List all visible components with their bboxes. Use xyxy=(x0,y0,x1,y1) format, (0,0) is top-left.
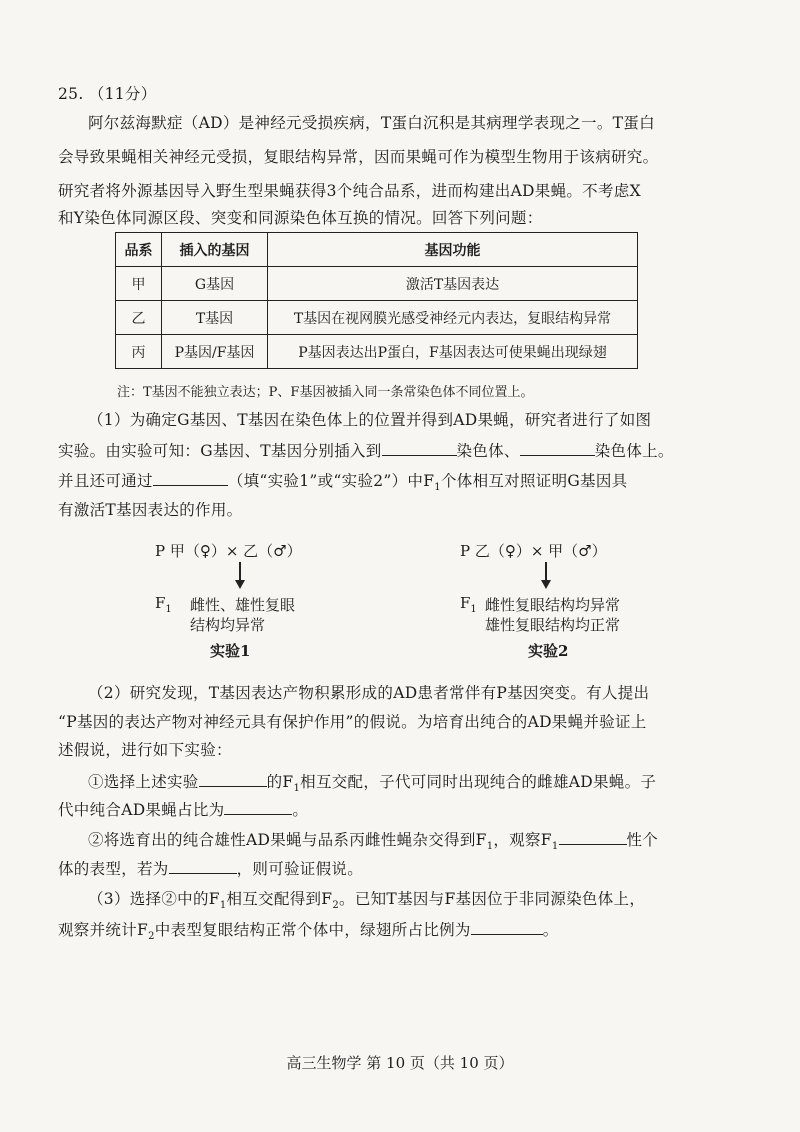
cell-strain: 乙 xyxy=(116,301,162,335)
answer-blank[interactable] xyxy=(382,440,457,456)
cell-strain: 丙 xyxy=(116,335,162,369)
part2-text: ，则可验证假说。 xyxy=(236,860,364,878)
answer-blank[interactable] xyxy=(520,440,595,456)
answer-blank[interactable] xyxy=(471,919,543,935)
part2-text: 。 xyxy=(292,801,309,819)
exp2-label: 实验2 xyxy=(528,642,569,660)
part1-line-4: 有激活T基因表达的作用。 xyxy=(58,501,243,519)
f1-label: F xyxy=(460,594,471,612)
part3-line-2 xyxy=(58,919,559,947)
exp1-result-1: 雌性、雄性复眼 xyxy=(190,596,296,614)
part2-text: ②将选育出的纯合雄性AD果蝇与品系丙雌性蝇杂交得到F xyxy=(88,831,487,849)
part1-line-2 xyxy=(58,440,674,461)
part3-text: 中表型复眼结构正常个体中，绿翅所占比例为 xyxy=(154,921,471,939)
subscript: 2 xyxy=(332,900,340,912)
part2-text: 代中纯合AD果蝇占比为 xyxy=(58,801,225,819)
part2-step-1b xyxy=(58,799,308,820)
exp1-f1 xyxy=(155,594,172,615)
exp1-cross: P 甲（♀）× 乙（♂） xyxy=(155,542,302,560)
exp2-result-2: 雄性复眼结构均正常 xyxy=(485,616,621,634)
cell-gene: G基因 xyxy=(162,267,268,301)
part1-text: 染色体、 xyxy=(456,442,520,460)
question-header xyxy=(58,84,157,104)
header-inserted-gene: 插入的基因 xyxy=(162,233,268,267)
part3-text: 相互交配得到F xyxy=(226,890,333,908)
subscript: 1 xyxy=(219,900,227,912)
table-note: 注：T基因不能独立表达；P、F基因被插入同一条常染色体不同位置上。 xyxy=(117,385,534,400)
answer-blank[interactable] xyxy=(559,829,627,845)
exp2-arrow xyxy=(545,562,547,582)
intro-line-1: 阿尔兹海默症（AD）是神经元受损疾病，T蛋白沉积是其病理学表现之一。T蛋白 xyxy=(88,114,655,132)
part1-line-3 xyxy=(58,470,627,498)
part3-text: 。 xyxy=(542,921,559,939)
part1-line-1: （1）为确定G基因、T基因在染色体上的位置并得到AD果蝇，研究者进行了如图 xyxy=(88,411,652,429)
strain-table xyxy=(115,232,638,369)
cell-function: P基因表达出P蛋白，F基因表达可使果蝇出现绿翅 xyxy=(268,335,638,369)
part1-text: 并且还可通过 xyxy=(58,472,153,490)
part2-line-1: （2）研究发现，T基因表达产物积累形成的AD患者常伴有P基因突变。有人提出 xyxy=(88,684,650,702)
cell-strain: 甲 xyxy=(116,267,162,301)
subscript: 1 xyxy=(551,841,559,853)
part3-text: 观察并统计F xyxy=(58,921,149,939)
answer-blank[interactable] xyxy=(199,771,267,787)
exp1-arrow xyxy=(239,562,241,582)
exp2-f1 xyxy=(460,594,477,615)
part1-text: 实验。由实验可知：G基因、T基因分别插入到 xyxy=(58,442,382,460)
exp1-label: 实验1 xyxy=(210,642,251,660)
part2-step-2 xyxy=(88,829,658,857)
table-row xyxy=(116,267,638,301)
part2-text: 体的表型，若为 xyxy=(58,860,169,878)
part2-step-2b xyxy=(58,858,363,879)
part1-text: 染色体上。 xyxy=(594,442,674,460)
part3-line-1 xyxy=(88,889,645,916)
part2-text: 性个 xyxy=(626,831,659,849)
question-number: 25. xyxy=(58,85,84,103)
table-header-row xyxy=(116,233,638,267)
subscript: 1 xyxy=(486,841,494,853)
cell-function: 激活T基因表达 xyxy=(268,267,638,301)
subscript: 1 xyxy=(165,604,172,615)
answer-blank[interactable] xyxy=(169,858,237,874)
intro-line-4: 和Y染色体同源区段、突变和同源染色体互换的情况。回答下列问题： xyxy=(58,209,543,227)
part2-line-3: 述假说，进行如下实验： xyxy=(58,741,232,759)
header-strain: 品系 xyxy=(116,233,162,267)
exp2-arrowhead xyxy=(541,580,551,589)
f1-label: F xyxy=(155,594,166,612)
part2-text: 相互交配，子代可同时出现纯合的雌雄AD果蝇。子 xyxy=(300,773,657,791)
cell-gene: T基因 xyxy=(162,301,268,335)
answer-blank[interactable] xyxy=(224,799,292,815)
part2-text: 的F xyxy=(266,773,294,791)
subscript: 2 xyxy=(148,931,155,943)
intro-line-3: 研究者将外源基因导入野生型果蝇获得3个纯合品系，进而构建出AD果蝇。不考虑X xyxy=(58,182,641,200)
part2-line-2: “P基因的表达产物对神经元具有保护作用”的假说。为培育出纯合的AD果蝇并验证上 xyxy=(58,713,647,731)
part2-text: ，观察F xyxy=(493,831,552,849)
answer-blank[interactable] xyxy=(153,470,228,486)
exp1-arrowhead xyxy=(235,580,245,589)
header-gene-function: 基因功能 xyxy=(268,233,638,267)
part1-text: （填“实验1”或“实验2”）中F xyxy=(227,472,435,490)
part2-step-1 xyxy=(88,771,656,799)
exp2-cross: P 乙（♀）× 甲（♂） xyxy=(460,542,607,560)
cell-gene: P基因/F基因 xyxy=(162,335,268,369)
subscript: 1 xyxy=(434,482,441,494)
part3-text: （3）选择②中的F xyxy=(88,890,220,908)
table-row xyxy=(116,335,638,369)
subscript: 1 xyxy=(293,783,301,795)
part1-text: 个体相互对照证明G基因具 xyxy=(440,472,628,490)
exp1-result-2: 结构均异常 xyxy=(190,616,266,634)
table-row xyxy=(116,301,638,335)
question-score: （11分） xyxy=(88,85,157,103)
exp2-result-1: 雌性复眼结构均异常 xyxy=(485,596,621,614)
subscript: 1 xyxy=(470,604,477,615)
intro-line-2: 会导致果蝇相关神经元受损，复眼结构异常，因而果蝇可作为模型生物用于该病研究。 xyxy=(58,148,659,166)
page-footer: 高三生物学 第 10 页（共 10 页） xyxy=(286,1054,514,1072)
cell-function: T基因在视网膜光感受神经元内表达，复眼结构异常 xyxy=(268,301,638,335)
part3-text: 。已知T基因与F基因位于非同源染色体上， xyxy=(339,890,646,908)
part2-text: ①选择上述实验 xyxy=(88,773,199,791)
